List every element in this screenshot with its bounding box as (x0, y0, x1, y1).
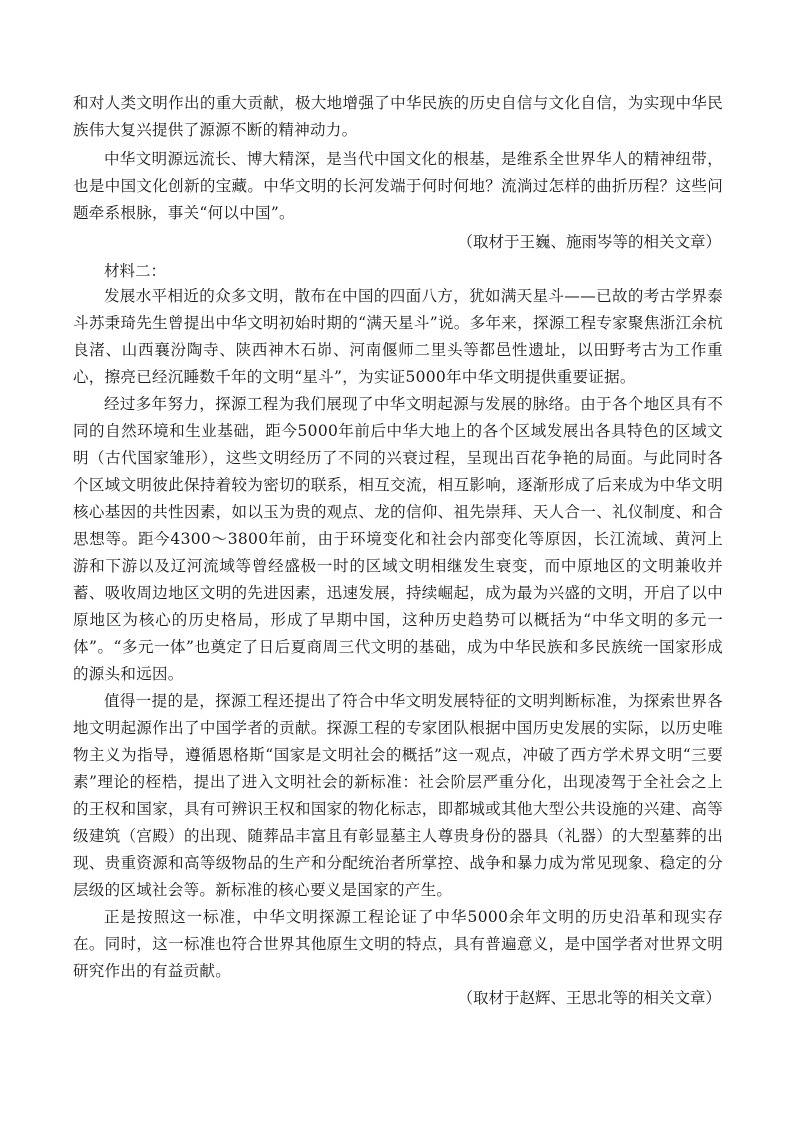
paragraph-6: 正是按照这一标准，中华文明探源工程论证了中华5000余年文明的历史沿革和现实存在。同时，这一标准也符合世界其他原生文明的特点，具有普遍意义，是中国学者对世界文明研究作出的有益贡献。 (73, 908, 723, 980)
source-citation-1: （取材于王巍、施雨岑等的相关文章） (457, 233, 721, 251)
source-citation-2: （取材于赵辉、王思北等的相关文章） (457, 989, 721, 1007)
paragraph-2: 中华文明源远流长、博大精深，是当代中国文化的根基，是维系全世界华人的精神纽带，也是中国文化创新的宝藏。中华文明的长河发端于何时何地？流淌过怎样的曲折历程？这些问题牵系根脉，事关“何以中国”。 (73, 150, 723, 222)
paragraph-1: 和对人类文明作出的重大贡献，极大地增强了中华民族的历史自信与文化自信，为实现中华民族伟大复兴提供了源源不断的精神动力。 (73, 94, 723, 139)
paragraph-4: 经过多年努力，探源工程为我们展现了中华文明起源与发展的脉络。由于各个地区具有不同的自然环境和生业基础，距今5000年前后中华大地上的各个区域发展出各具特色的区域文明（古代国家雏形），这些文明经历了不同的兴衰过程，呈现出百花争艳的局面。与此同时各个区域文明彼此保持着较为密切的联系，相互交流，相互影响，逐渐形成了后来成为中华文明核心基因的共性因素，如以玉为贵的观点、龙的信仰、祖先崇拜、天人合一、礼仪制度、和合思想等。距今4300～3800年前，由于环境变化和社会内部变化等原因，长江流域、黄河上游和下游以及辽河流域等曾经盛极一时的区域文明相继发生衰变，而中原地区的文明兼收并蓄、吸收周边地区文明的先进因素，迅速发展，持续崛起，成为最为兴盛的文明，开启了以中原地区为核心的历史格局，形成了早期中国，这种历史趋势可以概括为“中华文明的多元一体”。“多元一体”也奠定了日后夏商周三代文明的基础，成为中华民族和多民族统一国家形成的源头和远因。 (73, 395, 723, 683)
material-2-label: 材料二： (104, 262, 167, 280)
paragraph-5: 值得一提的是，探源工程还提出了符合中华文明发展特征的文明判断标准，为探索世界各地文明起源作出了中国学者的贡献。探源工程的专家团队根据中国历史发展的实际，以历史唯物主义为指导，遵循恩格斯“国家是文明社会的概括”这一观点，冲破了西方学术界文明“三要素”理论的桎梏，提出了进入文明社会的新标准：社会阶层严重分化，出现凌驾于全社会之上的王权和国家，具有可辨识王权和国家的物化标志，即都城或其他大型公共设施的兴建、高等级建筑（宫殿）的出现、随葬品丰富且有彰显墓主人尊贵身份的器具（礼器）的大型墓葬的出现、贵重资源和高等级物品的生产和分配统治者所掌控、战争和暴力成为常见现象、稳定的分层级的区域社会等。新标准的核心要义是国家的产生。 (73, 692, 723, 899)
paragraph-3: 发展水平相近的众多文明，散布在中国的四面八方，犹如满天星斗——已故的考古学界泰斗苏秉琦先生曾提出中华文明初始时期的“满天星斗”说。多年来，探源工程专家聚焦浙江余杭良渚、山西襄汾陶寺、陕西神木石峁、河南偃师二里头等都邑性遗址，以田野考古为工作重心，擦亮已经沉睡数千年的文明“星斗”，为实证5000年中华文明提供重要证据。 (73, 287, 723, 386)
